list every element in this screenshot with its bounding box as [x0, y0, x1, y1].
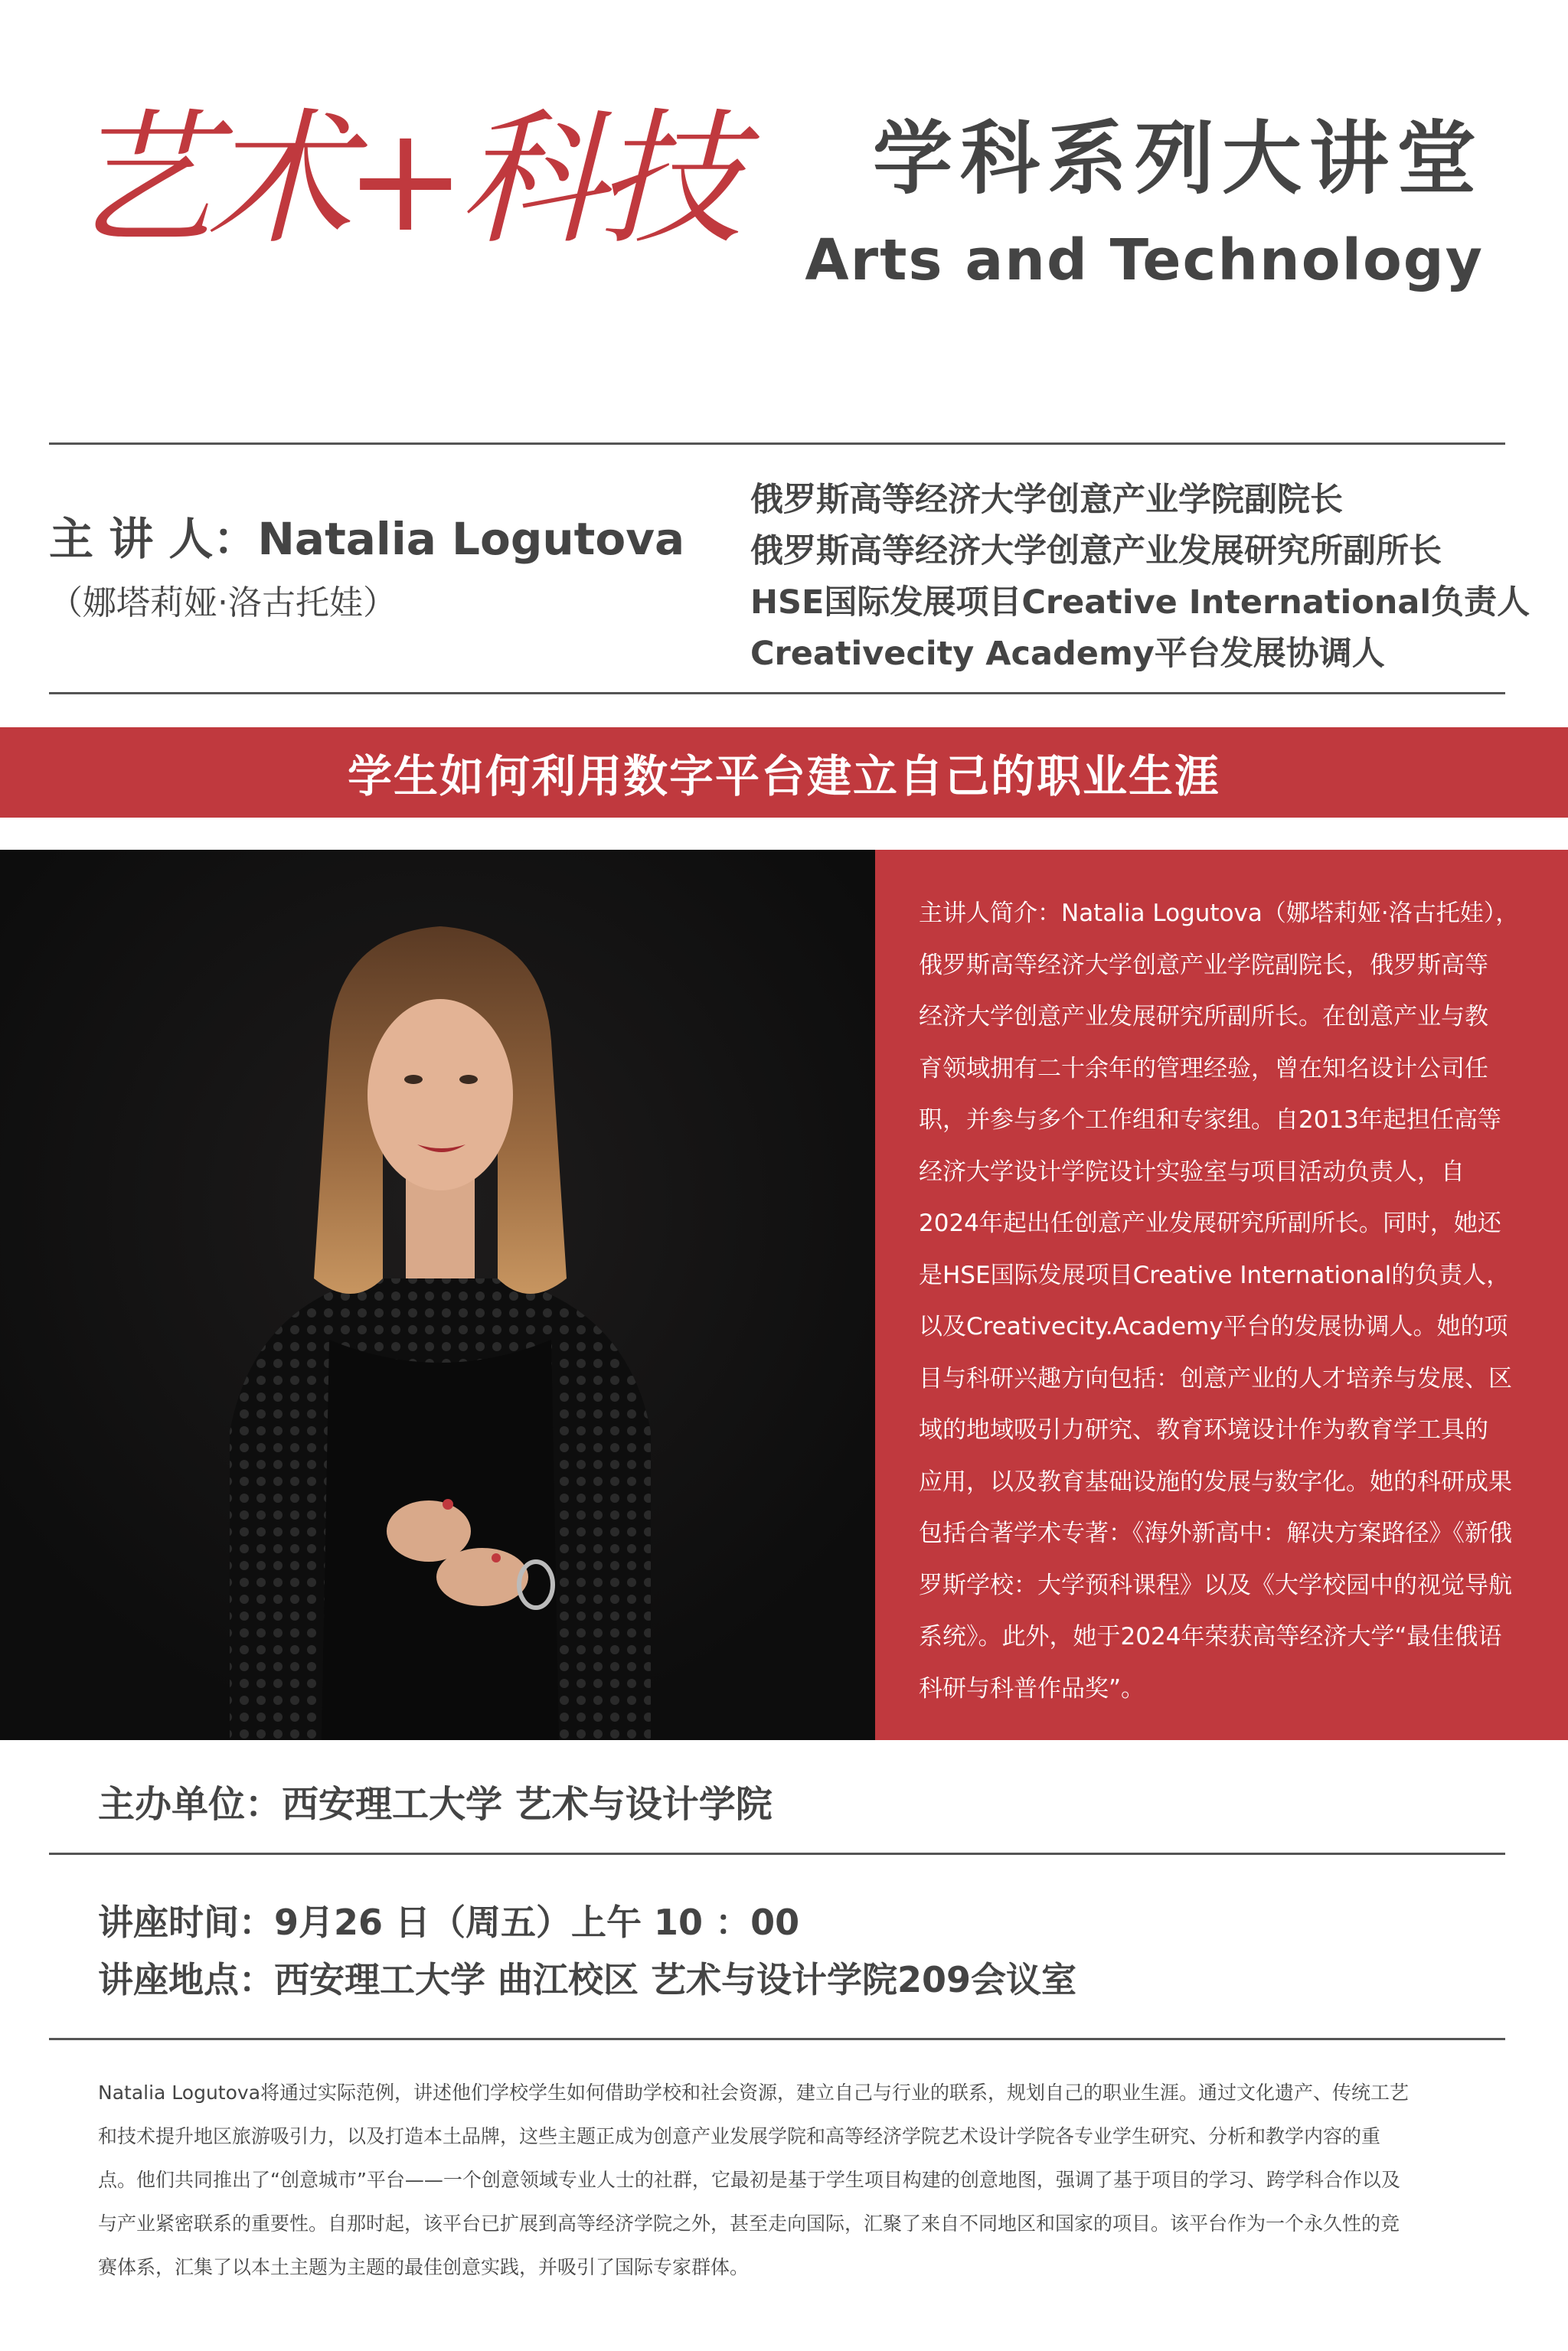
- organizer-divider: [49, 1853, 1505, 1855]
- speaker-title-line: 俄罗斯高等经济大学创意产业发展研究所副所长: [750, 532, 1442, 570]
- speaker-portrait-illustration: [0, 850, 875, 1740]
- bio-line: 2024年起出任创意产业发展研究所副所长。同时，她还: [919, 1210, 1501, 1237]
- intro-line: Natalia Logutova将通过实际范例，讲述他们学校学生如何借助学校和社会资源，建立自己与行业的联系，规划自己的职业生涯。通过文化遗产、传统工艺: [98, 2082, 1410, 2104]
- art-tech-logo: 艺术+科技: [69, 95, 735, 264]
- top-divider: [49, 442, 1505, 445]
- lecture-venue: 讲座地点：西安理工大学 曲江校区 艺术与设计学院209会议室: [98, 1959, 1077, 2000]
- bio-line: 系统》。此外，她于2024年荣获高等经济大学“最佳俄语: [919, 1623, 1502, 1651]
- lecture-intro: [98, 2071, 1507, 2289]
- bio-line: 经济大学设计学院设计实验室与项目活动负责人，自: [919, 1158, 1465, 1186]
- venue-divider: [49, 2038, 1505, 2040]
- speaker-photo: [0, 850, 875, 1740]
- lecture-title-banner: [0, 727, 1568, 818]
- intro-line: 赛体系，汇集了以本土主题为主题的最佳创意实践，并吸引了国际专家群体。: [98, 2256, 750, 2278]
- bio-line: 主讲人简介：Natalia Logutova（娜塔莉娅·洛古托娃），: [919, 900, 1520, 927]
- bio-line: 域的地域吸引力研究、教育环境设计作为教育学工具的: [919, 1416, 1488, 1444]
- bio-line: 职，并参与多个工作组和专家组。自2013年起担任高等: [919, 1106, 1501, 1134]
- bio-line: 包括合著学术专著：《海外新高中：解决方案路径》《新俄: [919, 1520, 1512, 1547]
- series-title: 学科系列大讲堂: [872, 112, 1484, 205]
- bio-line: 目与科研兴趣方向包括：创意产业的人才培养与发展、区: [919, 1364, 1512, 1393]
- organizer: 主办单位：西安理工大学 艺术与设计学院: [98, 1783, 773, 1826]
- bio-line: 育领域拥有二十余年的管理经验，曾在知名设计公司任: [919, 1054, 1488, 1082]
- speaker-chinese-name: （娜塔莉娅·洛古托娃）: [49, 583, 397, 622]
- speaker-label: 主 讲 人：: [49, 513, 258, 565]
- lecture-time: 讲座时间：9月26 日（周五）上午 10 ：00: [98, 1902, 800, 1943]
- intro-line: 点。他们共同推出了“创意城市”平台——一个创意领域专业人士的社群，它最初是基于学生项目构建的创意地图，强调了基于项目的学习、跨学科合作以及: [98, 2169, 1400, 2191]
- speaker-heading: [49, 513, 684, 567]
- speaker-title-line: Creativecity Academy平台发展协调人: [750, 635, 1385, 673]
- bio-line: 是HSE国际发展项目Creative International的负责人，: [919, 1261, 1511, 1289]
- lecture-title: 学生如何利用数字平台建立自己的职业生涯: [347, 750, 1220, 802]
- bio-line: 罗斯学校：大学预科课程》以及《大学校园中的视觉导航: [919, 1571, 1512, 1599]
- bio-line: 经济大学创意产业发展研究所副所长。在创意产业与教: [919, 1003, 1488, 1030]
- bio-line: 俄罗斯高等经济大学创意产业学院副院长，俄罗斯高等: [919, 951, 1488, 979]
- series-subtitle: Arts and Technology: [805, 227, 1484, 293]
- bio-line: 科研与科普作品奖”。: [919, 1674, 1145, 1703]
- speaker-title-line: HSE国际发展项目Creative International负责人: [750, 583, 1530, 622]
- bio-line: 应用，以及教育基础设施的发展与数字化。她的科研成果: [919, 1468, 1512, 1496]
- intro-line: 与产业紧密联系的重要性。自那时起，该平台已扩展到高等经济学院之外，甚至走向国际，汇聚了来自不同地区和国家的项目。该平台作为一个永久性的竞: [98, 2212, 1400, 2235]
- speaker-titles: [750, 475, 1530, 680]
- speaker-name: Natalia Logutova: [257, 513, 685, 565]
- speaker-title-line: 俄罗斯高等经济大学创意产业学院副院长: [750, 481, 1343, 519]
- speaker-divider: [49, 692, 1505, 694]
- bio-line: 以及Creativecity.Academy平台的发展协调人。她的项: [919, 1313, 1508, 1340]
- speaker-bio: [919, 888, 1554, 1715]
- intro-line: 和技术提升地区旅游吸引力，以及打造本土品牌，这些主题正成为创意产业发展学院和高等经济学院艺术设计学院各专业学生研究、分析和教学内容的重: [98, 2125, 1381, 2147]
